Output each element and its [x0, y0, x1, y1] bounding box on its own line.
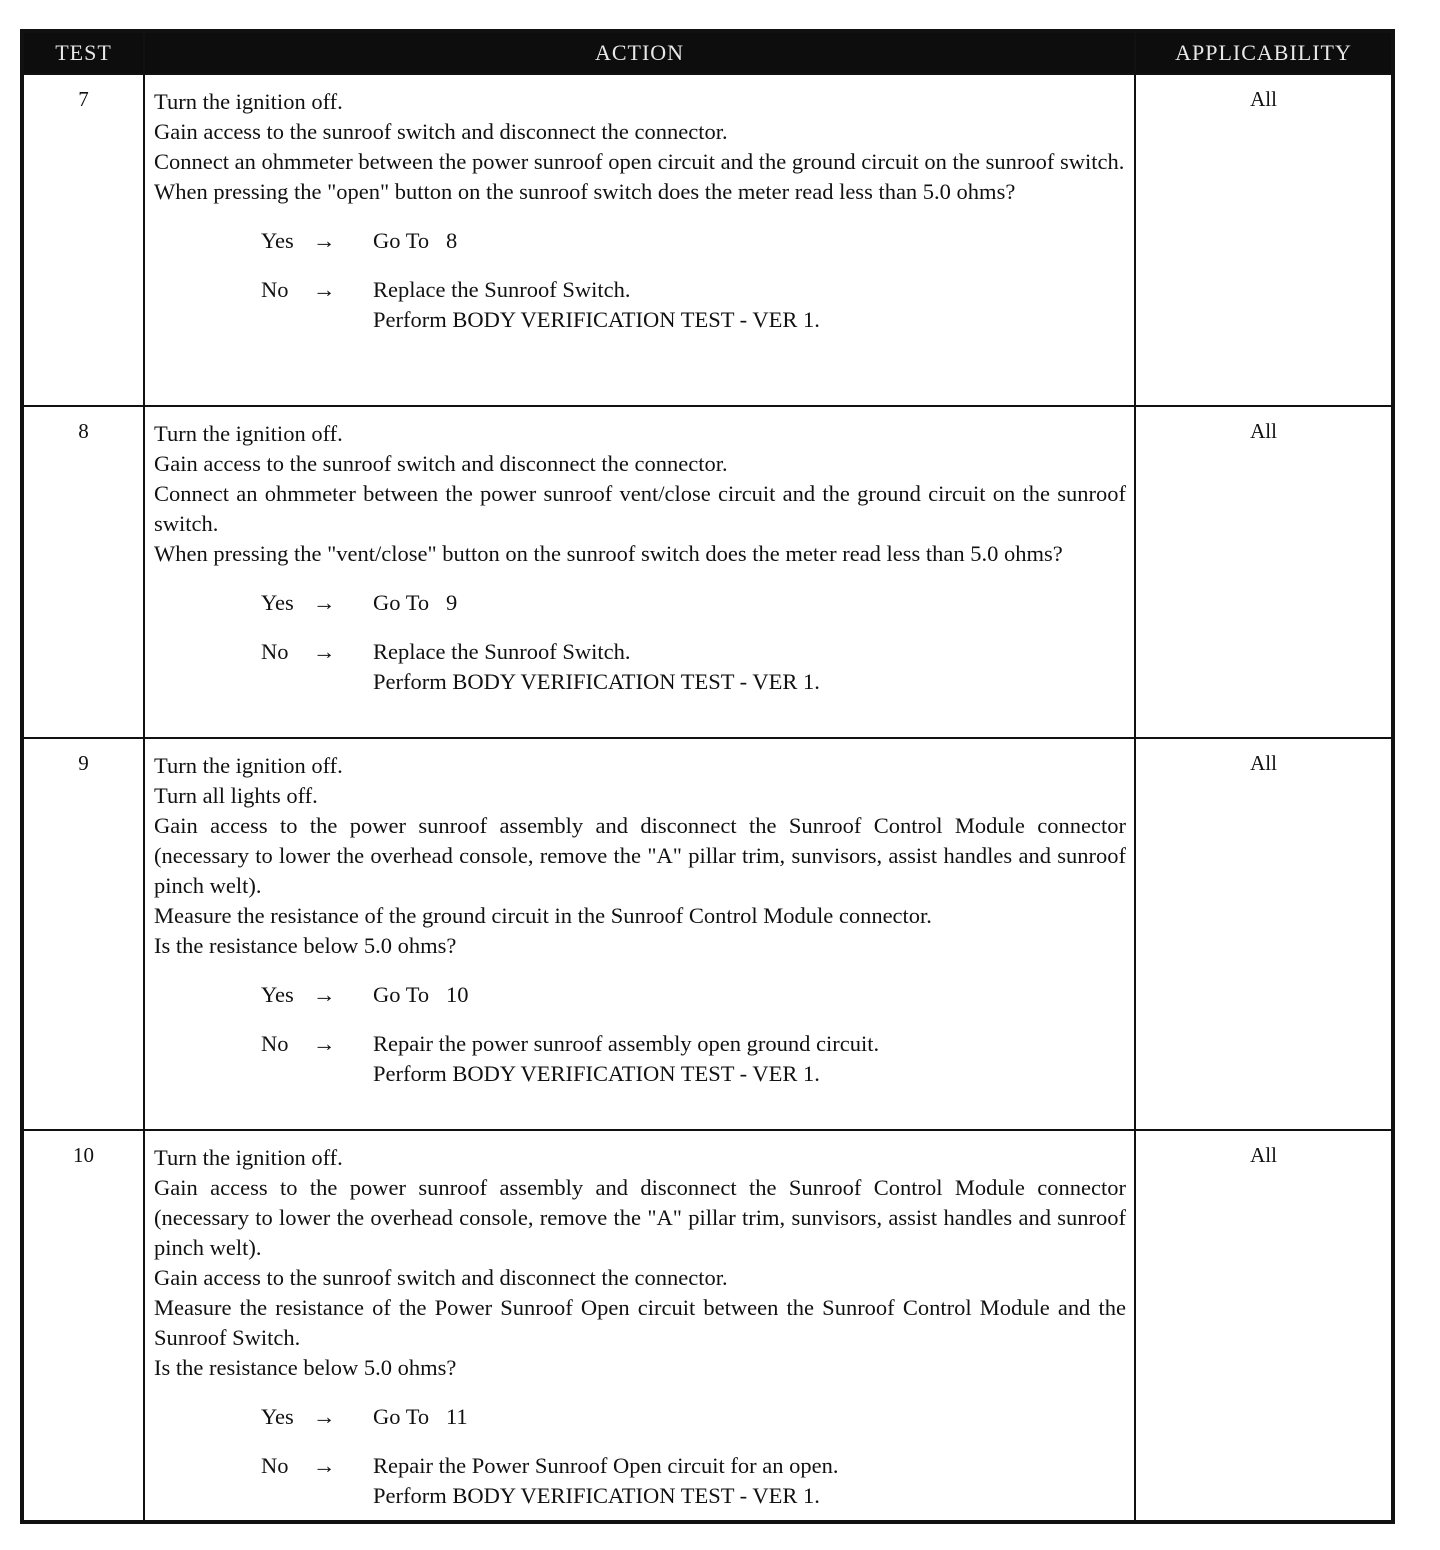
- step: Gain access to the sunroof switch and disconnect the connector.: [154, 119, 728, 144]
- no-actions: [373, 1029, 1126, 1089]
- arrow-icon: →: [313, 590, 336, 615]
- yes-result: [261, 980, 1126, 1010]
- test-row-9: [22, 738, 1393, 1130]
- no-actions: [373, 1451, 1126, 1511]
- step: Gain access to the sunroof switch and disconnect the connector.: [154, 1265, 728, 1290]
- yes-result: [261, 226, 1126, 256]
- no-action-2: Perform BODY VERIFICATION TEST - VER 1.: [373, 1483, 820, 1508]
- arrow-icon: →: [313, 1453, 336, 1478]
- step: Turn the ignition off.: [154, 753, 343, 778]
- no-action-1: Repair the power sunroof assembly open ground circuit.: [373, 1031, 880, 1056]
- applicability: All: [1135, 406, 1393, 738]
- arrow-icon: →: [313, 1404, 336, 1429]
- applicability: All: [1135, 74, 1393, 406]
- yes-result: [261, 1402, 1126, 1432]
- no-actions: [373, 275, 1126, 335]
- action-cell: [144, 1130, 1135, 1522]
- header-applicability: APPLICABILITY: [1135, 31, 1393, 74]
- no-actions: [373, 637, 1126, 697]
- no-label: No: [261, 639, 289, 664]
- arrow-icon: →: [313, 982, 336, 1007]
- test-number: 7: [22, 74, 144, 406]
- no-action-1: Replace the Sunroof Switch.: [373, 639, 631, 664]
- no-result: [261, 275, 1126, 335]
- yes-label: Yes: [261, 228, 294, 253]
- step: When pressing the "vent/close" button on the sunroof switch does the meter read less than 5.0 ohms?: [154, 541, 1063, 566]
- header-test: TEST: [22, 31, 144, 74]
- result-block: [261, 1402, 1126, 1511]
- diagnostic-table: [20, 29, 1395, 1524]
- step: Is the resistance below 5.0 ohms?: [154, 933, 457, 958]
- yes-action: Go To 10: [373, 982, 469, 1007]
- arrow-icon: →: [313, 228, 336, 253]
- test-number: 8: [22, 406, 144, 738]
- applicability: All: [1135, 738, 1393, 1130]
- step: Measure the resistance of the ground circuit in the Sunroof Control Module connector.: [154, 903, 932, 928]
- yes-action: Go To 11: [373, 1404, 468, 1429]
- yes-label: Yes: [261, 590, 294, 615]
- step: Gain access to the power sunroof assembly and disconnect the Sunroof Control Module connector (necessary to lower the overhead console, remove the "A" pillar trim, sunvisors, assist handles and sunroof pinch welt).: [154, 1175, 1126, 1260]
- action-cell: [144, 738, 1135, 1130]
- yes-action: Go To 8: [373, 228, 458, 253]
- action-cell: [144, 74, 1135, 406]
- arrow-icon: →: [313, 1031, 336, 1056]
- step: Turn the ignition off.: [154, 89, 343, 114]
- step: Connect an ohmmeter between the power sunroof vent/close circuit and the ground circuit on the sunroof switch.: [154, 481, 1126, 536]
- no-label: No: [261, 1031, 289, 1056]
- no-result: [261, 637, 1126, 697]
- step: Turn the ignition off.: [154, 421, 343, 446]
- yes-action: Go To 9: [373, 590, 458, 615]
- step: When pressing the "open" button on the sunroof switch does the meter read less than 5.0 ohms?: [154, 179, 1016, 204]
- test-row-8: [22, 406, 1393, 738]
- applicability: All: [1135, 1130, 1393, 1522]
- no-action-2: Perform BODY VERIFICATION TEST - VER 1.: [373, 669, 820, 694]
- step: Turn the ignition off.: [154, 1145, 343, 1170]
- test-number: 10: [22, 1130, 144, 1522]
- no-action-2: Perform BODY VERIFICATION TEST - VER 1.: [373, 1061, 820, 1086]
- test-number: 9: [22, 738, 144, 1130]
- step: Turn all lights off.: [154, 783, 318, 808]
- result-block: [261, 588, 1126, 697]
- arrow-icon: →: [313, 639, 336, 664]
- no-label: No: [261, 1453, 289, 1478]
- result-block: [261, 980, 1126, 1089]
- no-result: [261, 1029, 1126, 1089]
- arrow-icon: →: [313, 277, 336, 302]
- test-row-7: [22, 74, 1393, 406]
- header-action: ACTION: [144, 31, 1135, 74]
- no-label: No: [261, 277, 289, 302]
- header-row: [22, 31, 1393, 74]
- step: Measure the resistance of the Power Sunroof Open circuit between the Sunroof Control Module and the Sunroof Switch.: [154, 1295, 1126, 1350]
- no-action-1: Repair the Power Sunroof Open circuit for an open.: [373, 1453, 839, 1478]
- result-block: [261, 226, 1126, 335]
- action-cell: [144, 406, 1135, 738]
- yes-result: [261, 588, 1126, 618]
- test-row-10: [22, 1130, 1393, 1522]
- step: Gain access to the power sunroof assembly and disconnect the Sunroof Control Module connector (necessary to lower the overhead console, remove the "A" pillar trim, sunvisors, assist handles and sunroof pinch welt).: [154, 813, 1126, 898]
- step: Connect an ohmmeter between the power sunroof open circuit and the ground circuit on the sunroof switch.: [154, 149, 1125, 174]
- yes-label: Yes: [261, 982, 294, 1007]
- yes-label: Yes: [261, 1404, 294, 1429]
- no-action-1: Replace the Sunroof Switch.: [373, 277, 631, 302]
- step: Gain access to the sunroof switch and disconnect the connector.: [154, 451, 728, 476]
- no-action-2: Perform BODY VERIFICATION TEST - VER 1.: [373, 307, 820, 332]
- step: Is the resistance below 5.0 ohms?: [154, 1355, 457, 1380]
- no-result: [261, 1451, 1126, 1511]
